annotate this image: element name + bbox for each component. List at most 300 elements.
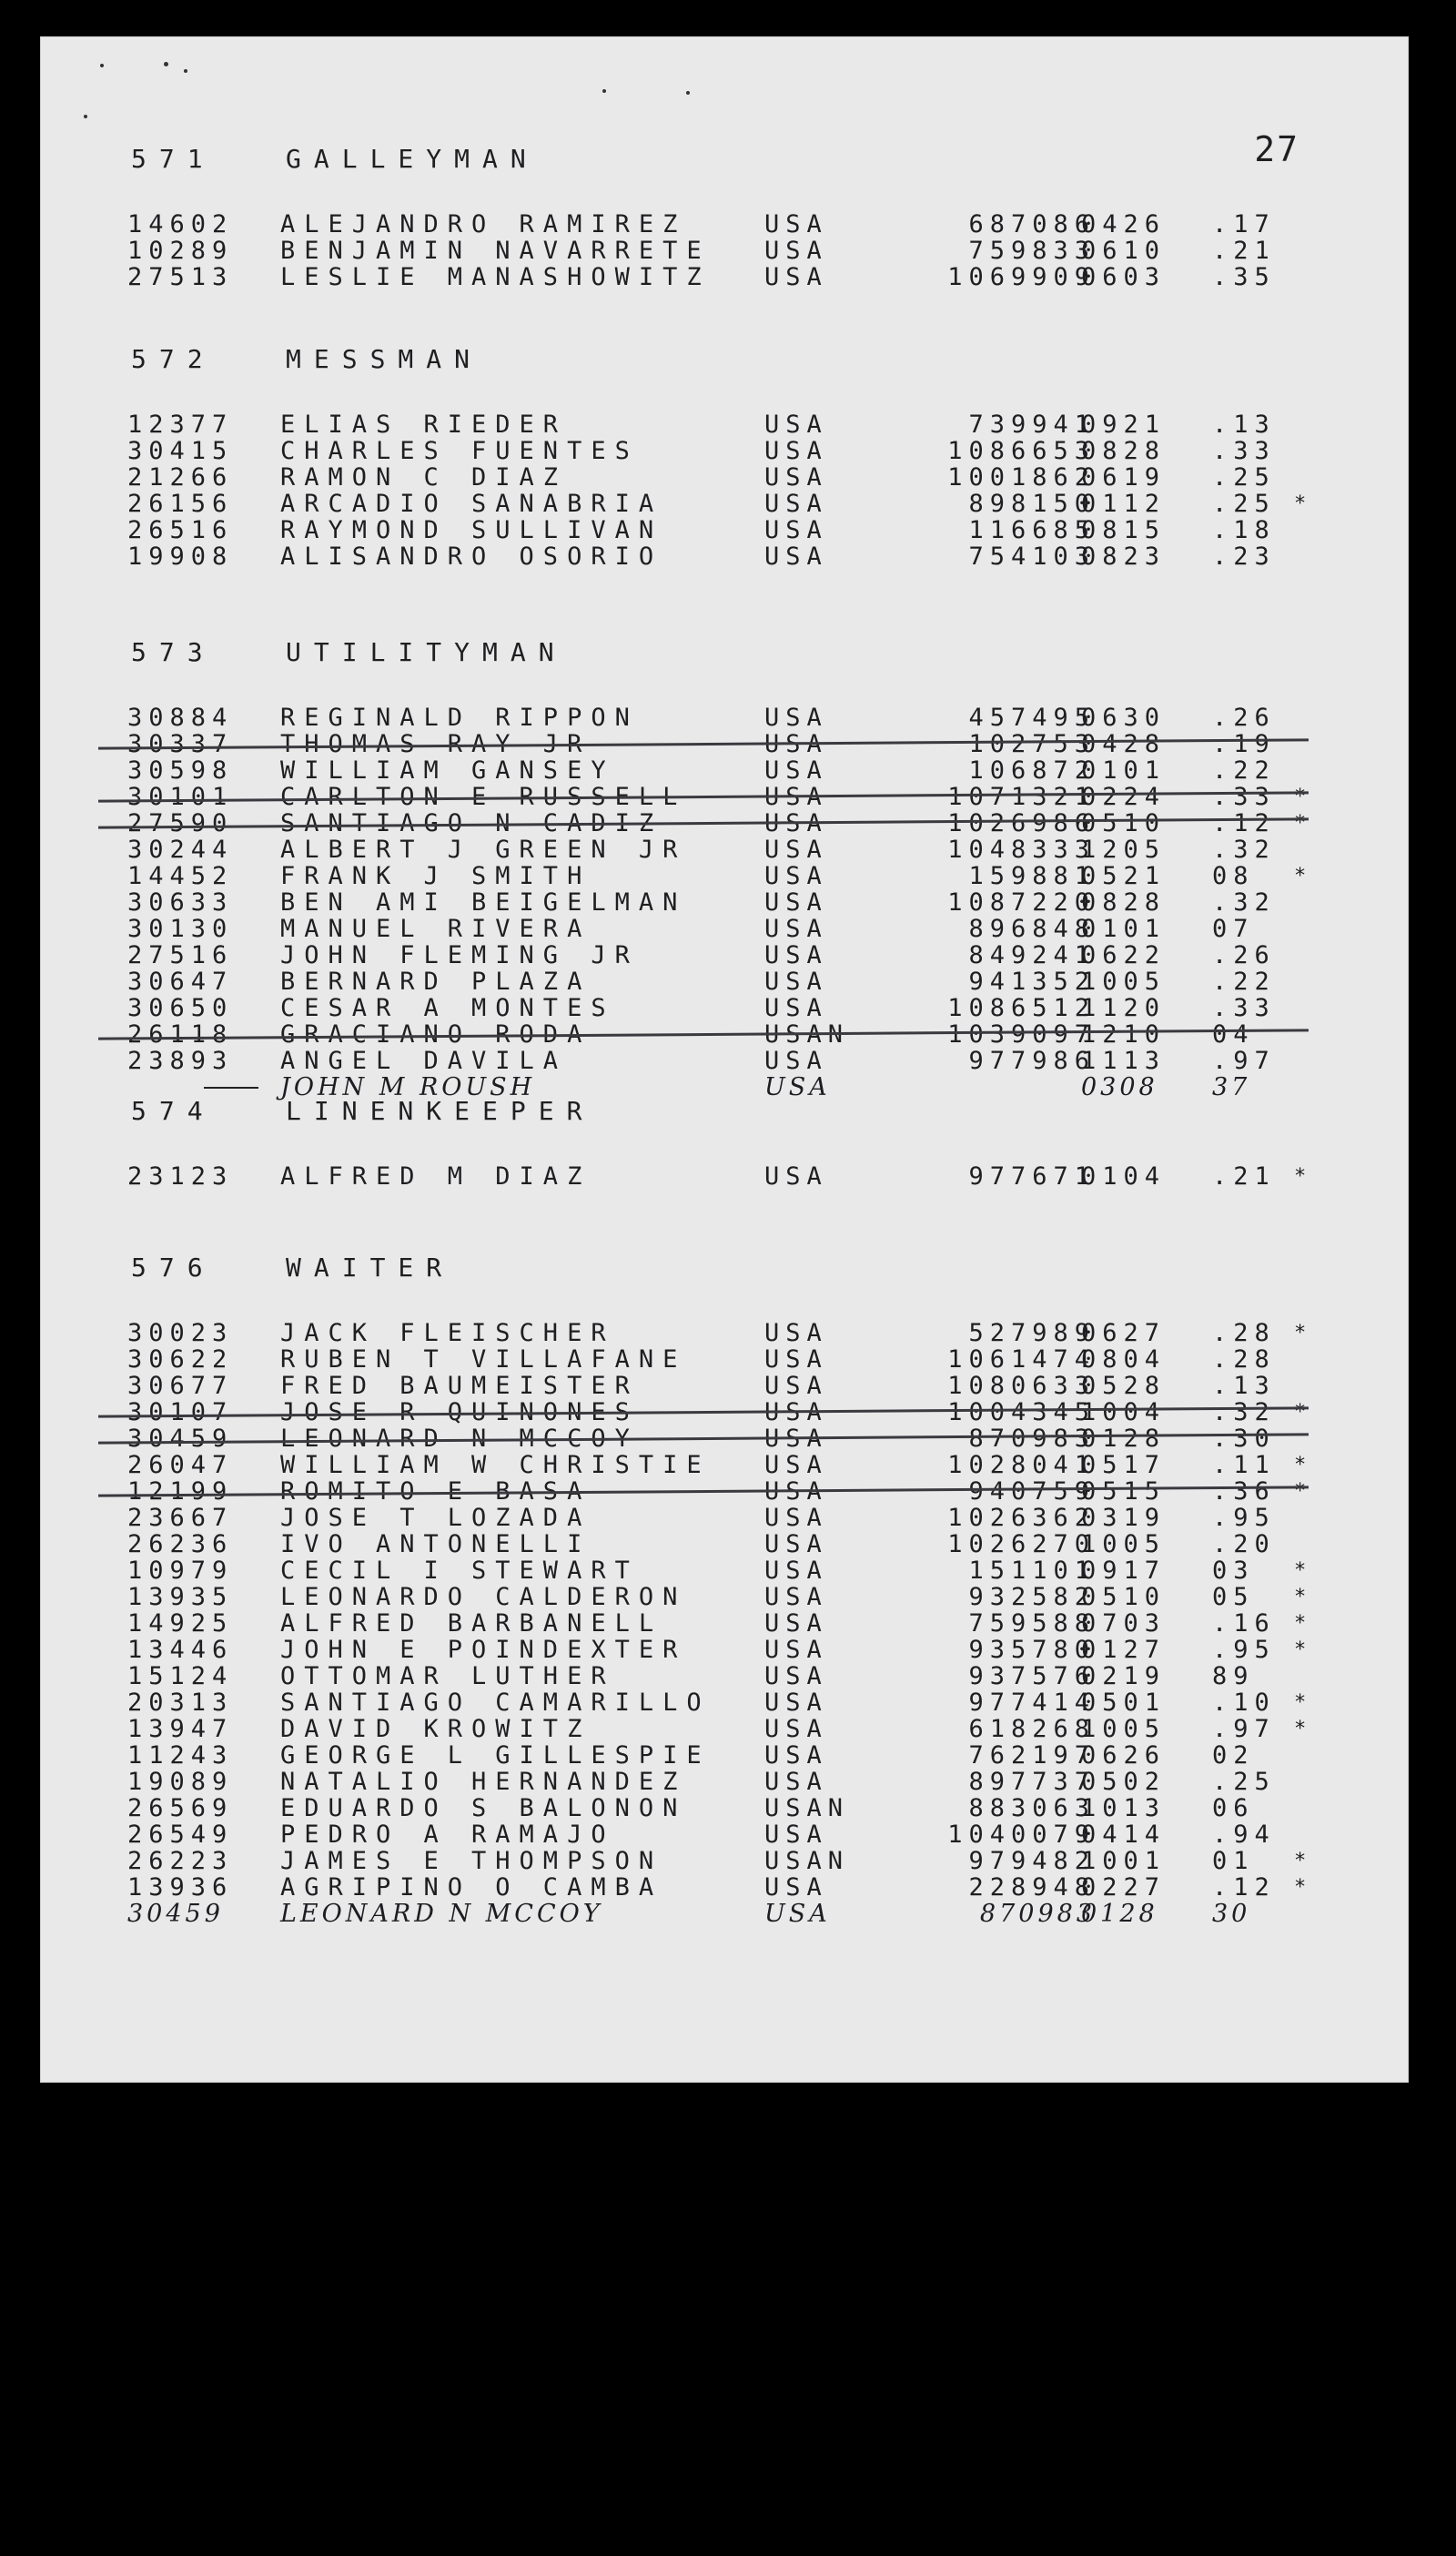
entry-rate: .16 <box>1212 1609 1276 1638</box>
entry-name: FRANK J SMITH <box>280 862 592 890</box>
crew-entry <box>40 1610 1409 1637</box>
entry-date: 0319 <box>1081 1504 1167 1532</box>
entry-rate: .33 <box>1212 437 1276 465</box>
entry-date: 0921 <box>1081 411 1167 439</box>
section-rows <box>40 1320 1409 1927</box>
entry-name: ARCADIO SANABRIA <box>280 490 663 518</box>
entry-id: 30647 <box>127 968 234 996</box>
entry-number: 1028041 <box>947 1451 1096 1479</box>
entry-number: 1040079 <box>947 1821 1096 1849</box>
entry-number: 1087220 <box>947 888 1096 917</box>
entry-date: 1210 <box>1081 1020 1167 1049</box>
entry-date: 0224 <box>1081 783 1167 811</box>
entry-rate: .28 <box>1212 1319 1276 1347</box>
entry-id: 23893 <box>127 1047 234 1075</box>
entry-id: 30459 <box>127 1900 224 1928</box>
struck-entry <box>40 1021 1409 1048</box>
entry-id: 30244 <box>127 836 234 864</box>
entry-date: 0112 <box>1081 490 1167 518</box>
entry-rate: .33 <box>1212 994 1276 1022</box>
entry-date: 1205 <box>1081 836 1167 864</box>
entry-rate: .32 <box>1212 836 1276 864</box>
entry-nationality: USA <box>764 263 828 291</box>
entry-id: 19089 <box>127 1768 234 1796</box>
crew-entry <box>40 863 1409 889</box>
entry-name: THOMAS RAY JR <box>280 730 592 758</box>
entry-nationality: USA <box>764 1557 828 1585</box>
entry-id: 12377 <box>127 411 234 439</box>
crew-entry <box>40 1320 1409 1346</box>
entry-number: 687086 <box>968 210 1096 238</box>
crew-entry <box>40 264 1409 290</box>
entry-nationality: USA <box>764 730 828 758</box>
section-heading <box>131 344 482 374</box>
entry-mark: * <box>1294 812 1313 835</box>
section-rows <box>40 411 1409 570</box>
entry-name: SANTIAGO N CADIZ <box>280 809 663 837</box>
crew-entry <box>40 942 1409 969</box>
section-rows <box>40 1163 1409 1190</box>
entry-name: CHARLES FUENTES <box>280 437 639 465</box>
entry-rate: .25 <box>1212 463 1276 492</box>
entry-date: 0603 <box>1081 263 1167 291</box>
entry-name: ROMITO E BASA <box>280 1477 592 1506</box>
entry-date: 1005 <box>1081 968 1167 996</box>
entry-nationality: USA <box>764 888 828 917</box>
crew-entry <box>40 1769 1409 1795</box>
crew-entry <box>40 916 1409 942</box>
entry-date: 0426 <box>1081 210 1167 238</box>
entry-id: 19908 <box>127 543 234 571</box>
entry-rate: 37 <box>1212 1073 1251 1101</box>
entry-nationality: USA <box>764 1873 828 1902</box>
crew-entry <box>40 1663 1409 1689</box>
entry-id: 26236 <box>127 1530 234 1558</box>
crew-entry <box>40 1874 1409 1901</box>
entry-id: 30023 <box>127 1319 234 1347</box>
entry-rate: .12 <box>1212 809 1276 837</box>
entry-date: 0703 <box>1081 1609 1167 1638</box>
entry-nationality: USA <box>764 210 828 238</box>
entry-date: 1005 <box>1081 1715 1167 1743</box>
crew-entry <box>40 1346 1409 1373</box>
entry-id: 30598 <box>127 756 234 785</box>
entry-mark: * <box>1294 1638 1313 1661</box>
entry-nationality: USA <box>764 543 828 571</box>
crew-entry <box>40 1373 1409 1399</box>
entry-mark: * <box>1294 1322 1313 1344</box>
entry-id: 26047 <box>127 1451 234 1479</box>
entry-date: 0630 <box>1081 704 1167 732</box>
entry-nationality: USA <box>764 1345 828 1374</box>
entry-number: 1001862 <box>947 463 1096 492</box>
entry-number: 1026362 <box>947 1504 1096 1532</box>
entry-mark: * <box>1294 492 1313 515</box>
section-code: 572 <box>131 344 216 374</box>
entry-nationality: USAN <box>764 1020 850 1049</box>
entry-name: BERNARD PLAZA <box>280 968 592 996</box>
entry-number: 527989 <box>968 1319 1096 1347</box>
entry-id: 15124 <box>127 1662 234 1690</box>
entry-nationality: USA <box>764 836 828 864</box>
entry-date: 0515 <box>1081 1477 1167 1506</box>
entry-mark: * <box>1294 1454 1313 1476</box>
crew-entry <box>40 1716 1409 1742</box>
entry-name: JACK FLEISCHER <box>280 1319 615 1347</box>
entry-nationality: USA <box>764 1609 828 1638</box>
entry-id: 30622 <box>127 1345 234 1374</box>
entry-nationality: USA <box>764 1583 828 1611</box>
entry-number: 870983 <box>968 1425 1096 1453</box>
entry-id: 11243 <box>127 1741 234 1770</box>
entry-rate: .94 <box>1212 1821 1276 1849</box>
entry-number: 618268 <box>968 1715 1096 1743</box>
entry-number: 1026270 <box>947 1530 1096 1558</box>
crew-entry <box>40 491 1409 517</box>
crew-entry <box>40 238 1409 264</box>
entry-date: 0104 <box>1081 1162 1167 1191</box>
entry-mark: * <box>1294 1876 1313 1899</box>
entry-id: 14452 <box>127 862 234 890</box>
speck-mark <box>602 89 606 93</box>
entry-nationality: USA <box>764 809 828 837</box>
entry-number: 151101 <box>968 1557 1096 1585</box>
entry-number: 849241 <box>968 941 1096 969</box>
entry-id: 21266 <box>127 463 234 492</box>
entry-number: 159881 <box>968 862 1096 890</box>
entry-mark: * <box>1294 1612 1313 1635</box>
entry-mark: * <box>1294 865 1313 888</box>
speck-mark <box>184 69 187 73</box>
document-page <box>40 36 1409 2083</box>
entry-id: 30107 <box>127 1398 234 1426</box>
entry-rate: 04 <box>1212 1020 1255 1049</box>
entry-nationality: USA <box>764 437 828 465</box>
entry-name: CECIL I STEWART <box>280 1557 639 1585</box>
entry-id: 26223 <box>127 1847 234 1875</box>
entry-date: 0804 <box>1081 1345 1167 1374</box>
entry-mark: * <box>1294 786 1313 808</box>
entry-nationality: USA <box>764 1451 828 1479</box>
entry-rate: 01 <box>1212 1847 1255 1875</box>
entry-nationality: USA <box>764 1425 828 1453</box>
entry-name: ANGEL DAVILA <box>280 1047 568 1075</box>
entry-rate: .10 <box>1212 1689 1276 1717</box>
entry-id: 26549 <box>127 1821 234 1849</box>
entry-id: 30101 <box>127 783 234 811</box>
crew-entry <box>40 1531 1409 1557</box>
section-code: 576 <box>131 1253 216 1283</box>
entry-name: DAVID KROWITZ <box>280 1715 592 1743</box>
entry-name: JAMES E THOMPSON <box>280 1847 663 1875</box>
entry-date: 0501 <box>1081 1689 1167 1717</box>
entry-name: ALBERT J GREEN JR <box>280 836 687 864</box>
handwritten-entry <box>40 1901 1409 1927</box>
section-title: GALLEYMAN <box>286 144 539 174</box>
entry-id: 14602 <box>127 210 234 238</box>
entry-nationality: USA <box>764 411 828 439</box>
entry-rate: .25 <box>1212 1768 1276 1796</box>
entry-name: LEONARD N MCCOY <box>280 1900 603 1928</box>
entry-date: 0227 <box>1081 1873 1167 1902</box>
entry-rate: .11 <box>1212 1451 1276 1479</box>
entry-date: 0308 <box>1081 1073 1158 1101</box>
entry-name: LESLIE MANASHOWITZ <box>280 263 711 291</box>
entry-number: 1069909 <box>947 263 1096 291</box>
struck-entry <box>40 1478 1409 1505</box>
entry-mark: * <box>1294 1586 1313 1608</box>
entry-number: 870983 <box>979 1900 1096 1928</box>
entry-name: LEONARD N MCCOY <box>280 1425 639 1453</box>
entry-rate: 05 <box>1212 1583 1255 1611</box>
entry-nationality: USA <box>764 1477 828 1506</box>
entry-date: 1120 <box>1081 994 1167 1022</box>
crew-entry <box>40 464 1409 491</box>
entry-rate: .26 <box>1212 941 1276 969</box>
entry-name: ALFRED M DIAZ <box>280 1162 592 1191</box>
entry-nationality: USAN <box>764 1847 850 1875</box>
section-code: 574 <box>131 1096 216 1126</box>
entry-rate: .32 <box>1212 888 1276 917</box>
entry-mark: * <box>1294 1480 1313 1503</box>
entry-nationality: USA <box>764 941 828 969</box>
entry-nationality: USA <box>764 1398 828 1426</box>
handwritten-dash <box>204 1087 258 1089</box>
entry-date: 0823 <box>1081 543 1167 571</box>
entry-date: 0219 <box>1081 1662 1167 1690</box>
entry-rate: 89 <box>1212 1662 1255 1690</box>
entry-number: 116685 <box>968 516 1096 544</box>
entry-date: 0917 <box>1081 1557 1167 1585</box>
entry-name: JOHN M ROUSH <box>280 1073 536 1101</box>
entry-nationality: USA <box>764 516 828 544</box>
entry-nationality: USA <box>764 1768 828 1796</box>
entry-date: 0510 <box>1081 1583 1167 1611</box>
crew-entry <box>40 1557 1409 1584</box>
entry-rate: .36 <box>1212 1477 1276 1506</box>
entry-id: 23123 <box>127 1162 234 1191</box>
crew-entry <box>40 1821 1409 1848</box>
entry-id: 27590 <box>127 809 234 837</box>
crew-entry <box>40 995 1409 1021</box>
section-rows <box>40 211 1409 290</box>
entry-date: 0101 <box>1081 915 1167 943</box>
crew-entry <box>40 1848 1409 1874</box>
entry-mark: * <box>1294 1691 1313 1714</box>
entry-id: 27513 <box>127 263 234 291</box>
crew-entry <box>40 438 1409 464</box>
entry-id: 20313 <box>127 1689 234 1717</box>
entry-rate: .26 <box>1212 704 1276 732</box>
entry-number: 1026986 <box>947 809 1096 837</box>
entry-id: 14925 <box>127 1609 234 1638</box>
crew-entry <box>40 211 1409 238</box>
entry-rate: .97 <box>1212 1047 1276 1075</box>
entry-nationality: USA <box>764 1715 828 1743</box>
entry-number: 896848 <box>968 915 1096 943</box>
entry-name: IVO ANTONELLI <box>280 1530 592 1558</box>
entry-nationality: USA <box>764 1821 828 1849</box>
entry-rate: .33 <box>1212 783 1276 811</box>
entry-id: 30633 <box>127 888 234 917</box>
entry-id: 13446 <box>127 1636 234 1664</box>
entry-id: 26118 <box>127 1020 234 1049</box>
entry-number: 937576 <box>968 1662 1096 1690</box>
entry-date: 0828 <box>1081 888 1167 917</box>
entry-number: 941352 <box>968 968 1096 996</box>
entry-name: ELIAS RIEDER <box>280 411 568 439</box>
entry-nationality: USA <box>764 1372 828 1400</box>
entry-date: 0626 <box>1081 1741 1167 1770</box>
entry-name: OTTOMAR LUTHER <box>280 1662 615 1690</box>
entry-date: 0128 <box>1081 1425 1167 1453</box>
entry-id: 10289 <box>127 237 234 265</box>
entry-nationality: USA <box>764 1504 828 1532</box>
struck-entry <box>40 1425 1409 1452</box>
entry-number: 1086512 <box>947 994 1096 1022</box>
entry-id: 30130 <box>127 915 234 943</box>
entry-rate: 08 <box>1212 862 1255 890</box>
entry-number: 1039097 <box>947 1020 1096 1049</box>
entry-rate: .18 <box>1212 516 1276 544</box>
entry-nationality: USA <box>764 237 828 265</box>
struck-entry <box>40 810 1409 837</box>
entry-mark: * <box>1294 1401 1313 1424</box>
entry-rate: .22 <box>1212 968 1276 996</box>
entry-mark: * <box>1294 1165 1313 1188</box>
section-code: 571 <box>131 144 216 174</box>
entry-id: 30677 <box>127 1372 234 1400</box>
entry-number: 1061474 <box>947 1345 1096 1374</box>
entry-name: BEN AMI BEIGELMAN <box>280 888 687 917</box>
entry-id: 30650 <box>127 994 234 1022</box>
entry-date: 0502 <box>1081 1768 1167 1796</box>
entry-name: MANUEL RIVERA <box>280 915 592 943</box>
entry-name: GRACIANO RODA <box>280 1020 592 1049</box>
entry-nationality: USA <box>764 783 828 811</box>
speck-mark <box>100 64 104 67</box>
entry-nationality: USA <box>764 915 828 943</box>
section-heading <box>131 637 567 667</box>
section-heading <box>131 1096 594 1126</box>
entry-number: 1080633 <box>947 1372 1096 1400</box>
entry-date: 0610 <box>1081 237 1167 265</box>
entry-number: 897737 <box>968 1768 1096 1796</box>
entry-rate: .97 <box>1212 1715 1276 1743</box>
crew-entry <box>40 1795 1409 1821</box>
entry-date: 0414 <box>1081 1821 1167 1849</box>
entry-name: CARLTON E RUSSELL <box>280 783 687 811</box>
entry-nationality: USA <box>764 1636 828 1664</box>
entry-nationality: USA <box>764 1047 828 1075</box>
entry-date: 0627 <box>1081 1319 1167 1347</box>
entry-mark: * <box>1294 1559 1313 1582</box>
entry-rate: .12 <box>1212 1873 1276 1902</box>
crew-entry <box>40 517 1409 543</box>
entry-name: FRED BAUMEISTER <box>280 1372 639 1400</box>
entry-number: 977414 <box>968 1689 1096 1717</box>
entry-name: ALFRED BARBANELL <box>280 1609 663 1638</box>
entry-id: 10979 <box>127 1557 234 1585</box>
entry-date: 0128 <box>1081 1900 1158 1928</box>
entry-rate: .23 <box>1212 543 1276 571</box>
entry-id: 26516 <box>127 516 234 544</box>
entry-id: 13947 <box>127 1715 234 1743</box>
section-rows <box>40 705 1409 1100</box>
speck-mark <box>686 91 690 95</box>
entry-rate: 02 <box>1212 1741 1255 1770</box>
entry-number: 932582 <box>968 1583 1096 1611</box>
crew-entry <box>40 1584 1409 1610</box>
entry-nationality: USA <box>764 490 828 518</box>
entry-mark: * <box>1294 1718 1313 1740</box>
entry-rate: 03 <box>1212 1557 1255 1585</box>
entry-number: 977986 <box>968 1047 1096 1075</box>
entry-rate: 30 <box>1212 1900 1251 1928</box>
entry-nationality: USAN <box>764 1794 850 1822</box>
entry-rate: .95 <box>1212 1636 1276 1664</box>
entry-date: 0521 <box>1081 862 1167 890</box>
speck-mark <box>84 115 87 118</box>
entry-date: 1001 <box>1081 1847 1167 1875</box>
section-title: MESSMAN <box>286 344 483 374</box>
entry-name: WILLIAM W CHRISTIE <box>280 1451 711 1479</box>
section-title: UTILITYMAN <box>286 637 567 667</box>
entry-rate: .25 <box>1212 490 1276 518</box>
entry-date: 0101 <box>1081 756 1167 785</box>
entry-rate: .22 <box>1212 756 1276 785</box>
entry-number: 883063 <box>968 1794 1096 1822</box>
struck-entry <box>40 731 1409 757</box>
entry-nationality: USA <box>764 1689 828 1717</box>
entry-name: RUBEN T VILLAFANE <box>280 1345 687 1374</box>
entry-id: 23667 <box>127 1504 234 1532</box>
entry-id: 30459 <box>127 1425 234 1453</box>
entry-rate: .20 <box>1212 1530 1276 1558</box>
entry-rate: .13 <box>1212 1372 1276 1400</box>
entry-name: PEDRO A RAMAJO <box>280 1821 615 1849</box>
entry-name: ALEJANDRO RAMIREZ <box>280 210 687 238</box>
entry-name: RAYMOND SULLIVAN <box>280 516 663 544</box>
entry-rate: 07 <box>1212 915 1255 943</box>
entry-date: 1113 <box>1081 1047 1167 1075</box>
crew-entry <box>40 705 1409 731</box>
entry-nationality: USA <box>764 1662 828 1690</box>
crew-entry <box>40 1163 1409 1190</box>
entry-nationality: USA <box>764 704 828 732</box>
entry-name: RAMON C DIAZ <box>280 463 568 492</box>
entry-number: 1071321 <box>947 783 1096 811</box>
crew-entry <box>40 1452 1409 1478</box>
entry-number: 1004345 <box>947 1398 1096 1426</box>
entry-nationality: USA <box>764 1319 828 1347</box>
crew-entry <box>40 543 1409 570</box>
entry-name: JOSE T LOZADA <box>280 1504 592 1532</box>
entry-date: 0127 <box>1081 1636 1167 1664</box>
crew-entry <box>40 1505 1409 1531</box>
entry-name: WILLIAM GANSEY <box>280 756 615 785</box>
entry-number: 457495 <box>968 704 1096 732</box>
crew-entry <box>40 411 1409 438</box>
entry-nationality: USA <box>764 1741 828 1770</box>
entry-id: 30415 <box>127 437 234 465</box>
entry-date: 0619 <box>1081 463 1167 492</box>
entry-nationality: USA <box>764 968 828 996</box>
entry-id: 13936 <box>127 1873 234 1902</box>
entry-date: 0428 <box>1081 730 1167 758</box>
entry-rate: .95 <box>1212 1504 1276 1532</box>
entry-number: 759588 <box>968 1609 1096 1638</box>
